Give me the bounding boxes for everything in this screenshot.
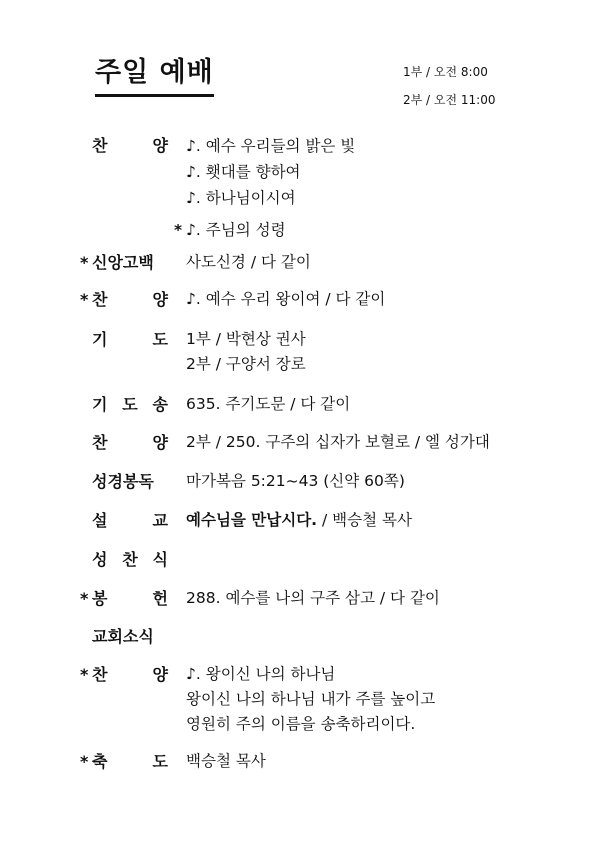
standing-mark <box>80 624 92 649</box>
standing-mark <box>80 392 92 417</box>
order-label: * 찬 양 <box>80 662 172 687</box>
standing-mark: * <box>80 290 89 309</box>
standing-mark: * <box>80 589 89 608</box>
order-value: ♪. 예수 우리 왕이여 / 다 같이 <box>186 290 386 308</box>
standing-mark: * <box>174 221 183 239</box>
order-label: 교회소식 <box>80 624 172 649</box>
order-value <box>186 508 412 533</box>
order-label: 기 도 <box>80 327 172 352</box>
service-schedule <box>403 58 495 114</box>
standing-mark <box>80 430 92 455</box>
standing-mark <box>80 469 92 494</box>
order-label: 찬 양 <box>80 430 172 455</box>
hymn-line-standing: * ♪. 주님의 성령 <box>186 217 355 243</box>
hymn-line: ♪. 횃대를 향하여 <box>186 163 301 181</box>
order-value: 635. 주기도문 / 다 같이 <box>186 395 351 413</box>
hymn-line: ♪. 하나님이시여 <box>186 189 296 207</box>
standing-mark: * <box>80 665 89 684</box>
order-value: 1부 / 박현상 권사 2부 / 구양서 장로 <box>186 330 306 373</box>
order-label: * 찬 양 <box>80 287 172 312</box>
order-label: 기 도 송 <box>80 392 172 417</box>
order-label: 찬 양 <box>80 133 172 158</box>
order-label: * 축 도 <box>80 749 172 774</box>
order-label: 성 찬 식 <box>80 547 172 572</box>
order-label: * 신앙고백 <box>80 250 172 275</box>
order-value: 288. 예수를 나의 구주 삼고 / 다 같이 <box>186 589 440 607</box>
schedule-second-service: 2부 / 오전 11:00 <box>403 93 496 107</box>
hymn-line: ♪. 예수 우리들의 밝은 빛 <box>186 137 356 155</box>
order-value: 마가복음 5:21~43 (신약 60쪽) <box>186 472 405 490</box>
standing-mark <box>80 508 92 533</box>
order-value <box>174 133 356 243</box>
preacher: / 백승철 목사 <box>317 511 412 529</box>
sermon-title: 예수님을 만납시다. <box>186 511 318 529</box>
standing-mark: * <box>80 752 89 771</box>
order-value: ♪. 왕이신 나의 하나님 왕이신 나의 하나님 내가 주를 높이고 영원히 주의 이름을 송축하리이다. <box>186 665 436 733</box>
order-label: 성경봉독 <box>80 469 172 494</box>
standing-mark <box>80 133 92 158</box>
order-label: 설 교 <box>80 508 172 533</box>
order-value: 사도신경 / 다 같이 <box>186 253 311 271</box>
order-value: 2부 / 250. 구주의 십자가 보혈로 / 엘 성가대 <box>186 433 490 451</box>
standing-mark <box>80 547 92 572</box>
schedule-first-service: 1부 / 오전 8:00 <box>403 65 488 79</box>
standing-mark: * <box>80 253 89 272</box>
standing-mark <box>80 327 92 352</box>
order-label: * 봉 헌 <box>80 586 172 611</box>
page-title: 주일 예배 <box>95 56 214 97</box>
order-value: 백승철 목사 <box>186 752 266 770</box>
